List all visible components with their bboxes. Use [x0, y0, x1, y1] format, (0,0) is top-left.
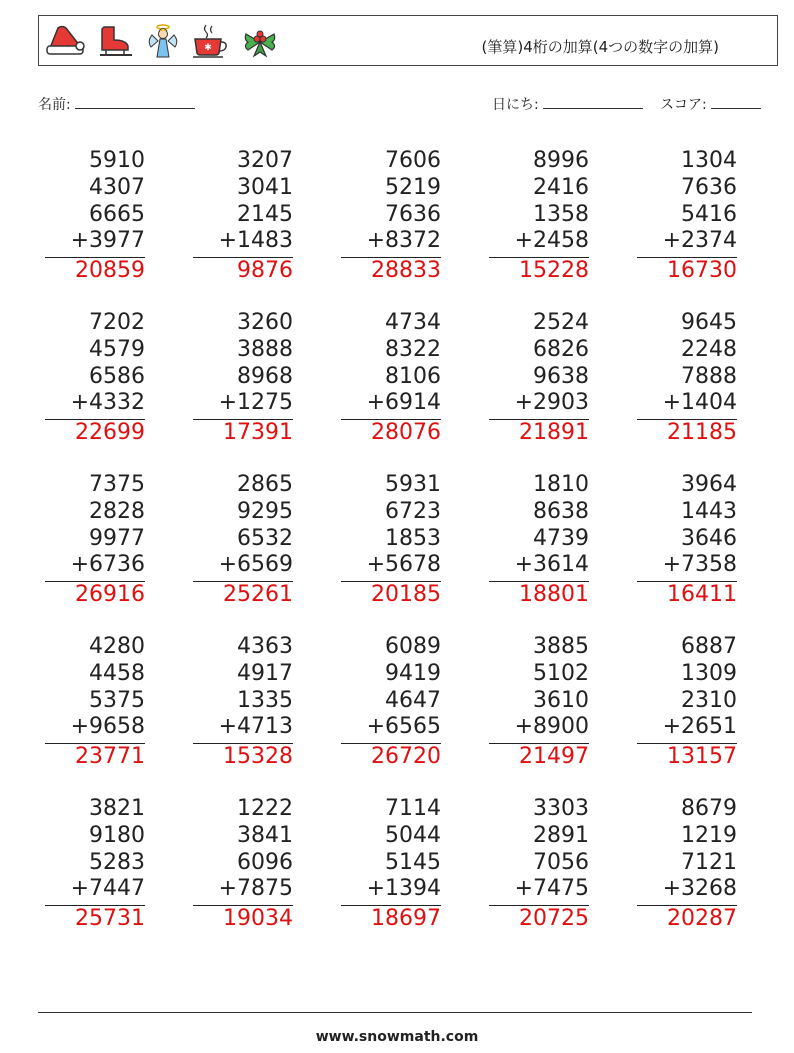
addend: 3977 — [89, 228, 145, 254]
plus-sign: + — [366, 552, 385, 578]
addend: 1335 — [237, 687, 293, 713]
addend: 7447 — [89, 876, 145, 902]
addend: 4734 — [385, 310, 441, 335]
addend: 6565 — [385, 714, 441, 740]
addend: 5931 — [385, 472, 441, 497]
last-addend — [637, 714, 737, 741]
answer: 20725 — [489, 905, 589, 932]
name-field — [38, 94, 195, 114]
addend: 2891 — [533, 822, 589, 848]
addend: 3041 — [237, 174, 293, 200]
addend: 4739 — [533, 525, 589, 551]
addend: 1443 — [681, 498, 737, 524]
last-addend — [341, 876, 441, 903]
addend: 3885 — [533, 634, 589, 659]
plus-sign: + — [662, 714, 681, 740]
addend: 2903 — [533, 390, 589, 416]
addend: 7114 — [385, 796, 441, 821]
addend: 6887 — [681, 634, 737, 659]
plus-sign: + — [218, 552, 237, 578]
plus-sign: + — [662, 228, 681, 254]
addend: 7875 — [237, 876, 293, 902]
addend: 4713 — [237, 714, 293, 740]
date-field — [492, 94, 643, 114]
header-box — [38, 15, 778, 66]
last-addend — [637, 390, 737, 417]
answer: 26916 — [45, 581, 145, 608]
last-addend — [637, 552, 737, 579]
plus-sign: + — [70, 390, 89, 416]
addend: 9658 — [89, 714, 145, 740]
problem — [193, 634, 293, 770]
addend: 6914 — [385, 390, 441, 416]
addend: 7475 — [533, 876, 589, 902]
problem — [637, 148, 737, 284]
problem — [637, 634, 737, 770]
plus-sign: + — [366, 390, 385, 416]
addend: 7636 — [385, 201, 441, 227]
ice-skate-icon — [96, 24, 136, 58]
problem — [45, 148, 145, 284]
addend: 2828 — [89, 498, 145, 524]
addend: 5145 — [385, 849, 441, 875]
footer-site: www.snowmath.com — [315, 1029, 479, 1045]
holly-icon — [240, 24, 280, 58]
answer: 18801 — [489, 581, 589, 608]
addend: 9638 — [533, 363, 589, 389]
addend: 2374 — [681, 228, 737, 254]
answer: 19034 — [193, 905, 293, 932]
addend: 5283 — [89, 849, 145, 875]
answer: 22699 — [45, 419, 145, 446]
answer: 28833 — [341, 257, 441, 284]
name-blank[interactable] — [75, 95, 195, 109]
last-addend — [45, 390, 145, 417]
addend: 2310 — [681, 687, 737, 713]
score-label: スコア: — [660, 97, 707, 113]
plus-sign: + — [662, 876, 681, 902]
last-addend — [45, 714, 145, 741]
problem — [341, 796, 441, 932]
addend: 8900 — [533, 714, 589, 740]
problem — [637, 472, 737, 608]
addend: 8968 — [237, 363, 293, 389]
last-addend — [193, 714, 293, 741]
addend: 1219 — [681, 822, 737, 848]
addend: 3614 — [533, 552, 589, 578]
addend: 4458 — [89, 660, 145, 686]
answer: 20859 — [45, 257, 145, 284]
problem — [193, 148, 293, 284]
problem — [489, 796, 589, 932]
addend: 6569 — [237, 552, 293, 578]
answer: 21891 — [489, 419, 589, 446]
addend: 9180 — [89, 822, 145, 848]
last-addend — [45, 876, 145, 903]
addend: 5910 — [89, 148, 145, 173]
plus-sign: + — [514, 228, 533, 254]
addend: 1275 — [237, 390, 293, 416]
problem — [341, 310, 441, 446]
addend: 5219 — [385, 174, 441, 200]
addend: 5416 — [681, 201, 737, 227]
addend: 2458 — [533, 228, 589, 254]
last-addend — [45, 228, 145, 255]
answer: 28076 — [341, 419, 441, 446]
header-icons — [44, 21, 280, 61]
problem — [341, 634, 441, 770]
last-addend — [193, 390, 293, 417]
addend: 7121 — [681, 849, 737, 875]
plus-sign: + — [514, 552, 533, 578]
score-field — [660, 94, 761, 114]
addend: 1304 — [681, 148, 737, 173]
last-addend — [489, 228, 589, 255]
plus-sign: + — [70, 714, 89, 740]
plus-sign: + — [70, 552, 89, 578]
addend: 4307 — [89, 174, 145, 200]
last-addend — [193, 876, 293, 903]
addend: 2145 — [237, 201, 293, 227]
addend: 7202 — [89, 310, 145, 335]
addend: 6096 — [237, 849, 293, 875]
addend: 1404 — [681, 390, 737, 416]
plus-sign: + — [514, 876, 533, 902]
answer: 17391 — [193, 419, 293, 446]
plus-sign: + — [218, 390, 237, 416]
addend: 3610 — [533, 687, 589, 713]
name-label: 名前: — [38, 97, 71, 113]
addend: 1309 — [681, 660, 737, 686]
addend: 8638 — [533, 498, 589, 524]
addend: 5375 — [89, 687, 145, 713]
plus-sign: + — [70, 876, 89, 902]
last-addend — [489, 552, 589, 579]
problem — [637, 310, 737, 446]
last-addend — [489, 876, 589, 903]
answer: 20287 — [637, 905, 737, 932]
addend: 8996 — [533, 148, 589, 173]
plus-sign: + — [366, 228, 385, 254]
problem — [45, 472, 145, 608]
addend: 7636 — [681, 174, 737, 200]
last-addend — [45, 552, 145, 579]
last-addend — [637, 876, 737, 903]
addend: 7888 — [681, 363, 737, 389]
last-addend — [341, 552, 441, 579]
addend: 3260 — [237, 310, 293, 335]
answer: 18697 — [341, 905, 441, 932]
problem — [193, 796, 293, 932]
plus-sign: + — [514, 390, 533, 416]
problem — [45, 634, 145, 770]
answer: 25731 — [45, 905, 145, 932]
addend: 8372 — [385, 228, 441, 254]
addend: 3888 — [237, 336, 293, 362]
addend: 6665 — [89, 201, 145, 227]
problem — [193, 472, 293, 608]
last-addend — [341, 228, 441, 255]
problem — [489, 634, 589, 770]
answer: 15328 — [193, 743, 293, 770]
addend: 7056 — [533, 849, 589, 875]
addend: 8679 — [681, 796, 737, 821]
addend: 7375 — [89, 472, 145, 497]
addend: 8106 — [385, 363, 441, 389]
last-addend — [341, 390, 441, 417]
answer: 25261 — [193, 581, 293, 608]
addend: 9295 — [237, 498, 293, 524]
addend: 9645 — [681, 310, 737, 335]
addend: 2416 — [533, 174, 589, 200]
date-blank[interactable] — [543, 95, 643, 109]
addend: 1483 — [237, 228, 293, 254]
plus-sign: + — [218, 876, 237, 902]
addend: 6586 — [89, 363, 145, 389]
plus-sign: + — [218, 228, 237, 254]
answer: 9876 — [193, 257, 293, 284]
addend: 2248 — [681, 336, 737, 362]
addend: 3646 — [681, 525, 737, 551]
problem — [489, 148, 589, 284]
addend: 5044 — [385, 822, 441, 848]
addend: 1810 — [533, 472, 589, 497]
problem — [341, 148, 441, 284]
date-label: 日にち: — [492, 97, 539, 113]
answer: 21185 — [637, 419, 737, 446]
addend: 3207 — [237, 148, 293, 173]
addend: 8322 — [385, 336, 441, 362]
addend: 6736 — [89, 552, 145, 578]
answer: 13157 — [637, 743, 737, 770]
addend: 9419 — [385, 660, 441, 686]
addend: 6723 — [385, 498, 441, 524]
answer: 16730 — [637, 257, 737, 284]
plus-sign: + — [218, 714, 237, 740]
addend: 5102 — [533, 660, 589, 686]
answer: 26720 — [341, 743, 441, 770]
addend: 6826 — [533, 336, 589, 362]
problem — [45, 796, 145, 932]
addend: 3821 — [89, 796, 145, 821]
plus-sign: + — [366, 876, 385, 902]
problem — [341, 472, 441, 608]
addend: 5678 — [385, 552, 441, 578]
addend: 6532 — [237, 525, 293, 551]
addend: 1358 — [533, 201, 589, 227]
answer: 23771 — [45, 743, 145, 770]
addend: 6089 — [385, 634, 441, 659]
addend: 7358 — [681, 552, 737, 578]
addend: 1222 — [237, 796, 293, 821]
addend: 1853 — [385, 525, 441, 551]
problem — [489, 310, 589, 446]
plus-sign: + — [366, 714, 385, 740]
angel-icon — [146, 23, 180, 59]
answer: 15228 — [489, 257, 589, 284]
problem — [193, 310, 293, 446]
answer: 20185 — [341, 581, 441, 608]
last-addend — [489, 714, 589, 741]
problem — [637, 796, 737, 932]
addend: 1394 — [385, 876, 441, 902]
answer: 21497 — [489, 743, 589, 770]
worksheet-title: (筆算)4桁の加算(4つの数字の加算) — [481, 38, 719, 56]
footer-divider — [38, 1012, 752, 1013]
score-blank[interactable] — [711, 95, 761, 109]
last-addend — [193, 552, 293, 579]
last-addend — [341, 714, 441, 741]
plus-sign: + — [514, 714, 533, 740]
problem — [489, 472, 589, 608]
last-addend — [489, 390, 589, 417]
plus-sign: + — [662, 390, 681, 416]
addend: 4647 — [385, 687, 441, 713]
addend: 4332 — [89, 390, 145, 416]
svg-text:✱: ✱ — [204, 43, 212, 53]
addend: 7606 — [385, 148, 441, 173]
last-addend — [193, 228, 293, 255]
last-addend — [637, 228, 737, 255]
addend: 2865 — [237, 472, 293, 497]
addend: 4917 — [237, 660, 293, 686]
addend: 3303 — [533, 796, 589, 821]
plus-sign: + — [70, 228, 89, 254]
answer: 16411 — [637, 581, 737, 608]
plus-sign: + — [662, 552, 681, 578]
hot-drink-cup-icon — [190, 23, 230, 59]
addend: 4579 — [89, 336, 145, 362]
addend: 4363 — [237, 634, 293, 659]
santa-hat-icon — [44, 24, 86, 58]
problem — [45, 310, 145, 446]
addend: 4280 — [89, 634, 145, 659]
addend: 3268 — [681, 876, 737, 902]
addend: 9977 — [89, 525, 145, 551]
addend: 3841 — [237, 822, 293, 848]
addend: 3964 — [681, 472, 737, 497]
addend: 2651 — [681, 714, 737, 740]
addend: 2524 — [533, 310, 589, 335]
